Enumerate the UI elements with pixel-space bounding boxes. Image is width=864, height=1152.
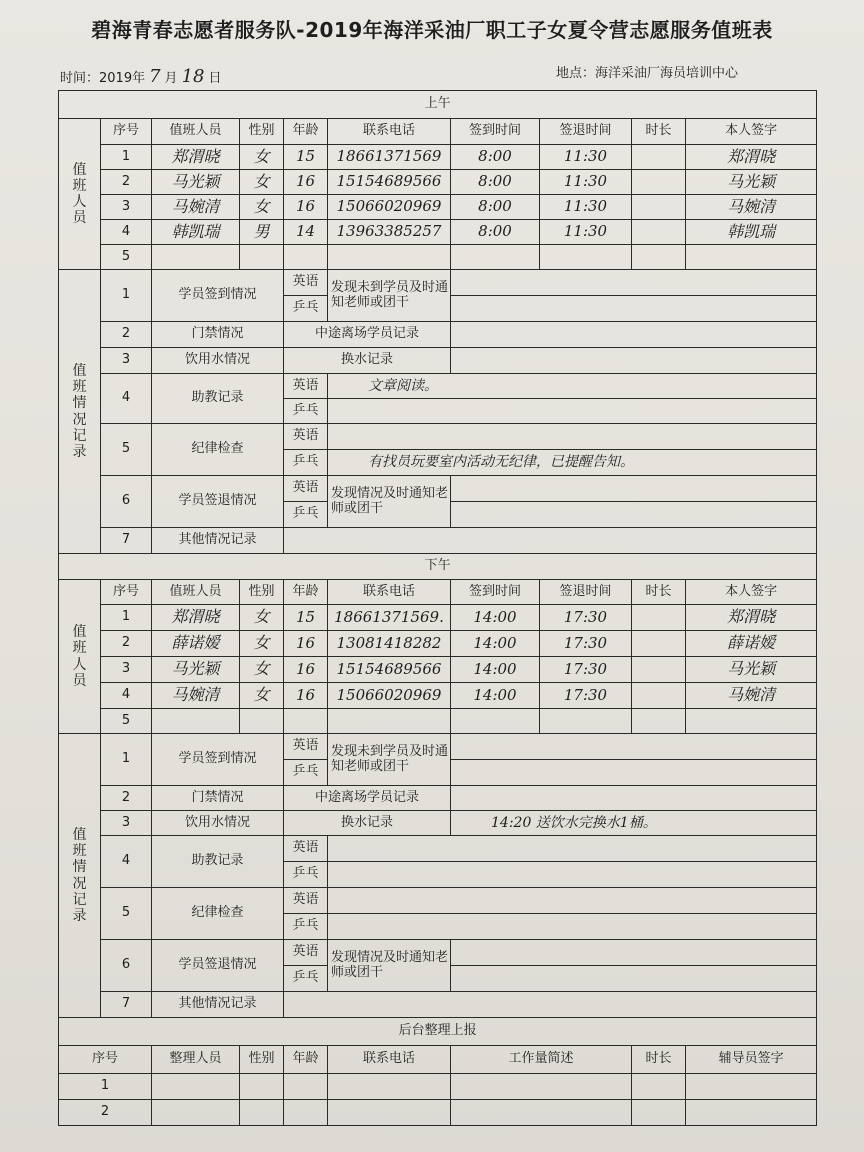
- table-row: 3 马光颖 女 16 15154689566 14:00 17:30 马光颖: [59, 657, 817, 683]
- record-row: 5 纪律检查 英语: [59, 888, 817, 914]
- hdr-duration: 时长: [632, 119, 686, 145]
- record-row: 2 门禁情况 中途离场学员记录: [59, 322, 817, 348]
- table-row: 3 马婉清 女 16 15066020969 8:00 11:30 马婉清: [59, 195, 817, 220]
- record-row: 4 助教记录 英语: [59, 836, 817, 862]
- record-signin: 学员签到情况: [152, 270, 284, 322]
- hdr-phone: 联系电话: [328, 119, 451, 145]
- hdr-signout: 签退时间: [540, 119, 632, 145]
- record-row: 值 班 情 况 记 录 1 学员签到情况 英语 发现未到学员及时通知老师或团干: [59, 734, 817, 760]
- table-row: 4 韩凯瑞 男 14 13963385257 8:00 11:30 韩凯瑞: [59, 220, 817, 245]
- morning-record-label: 值 班 情 况 记 录: [59, 270, 101, 554]
- afternoon-label: 下午: [59, 554, 817, 580]
- hdr-duty-person: 值班人员: [152, 119, 240, 145]
- day-unit: 日: [208, 71, 222, 86]
- morning-label: 上午: [59, 91, 817, 119]
- morning-header-row: [59, 91, 817, 119]
- afternoon-record-label: 值 班 情 况 记 录: [59, 734, 101, 1018]
- hdr-age: 年龄: [284, 119, 328, 145]
- backend-header-row: [59, 1018, 817, 1046]
- record-row: 5 纪律检查 英语: [59, 424, 817, 450]
- record-row: 4 助教记录 英语 文章阅读。: [59, 374, 817, 399]
- table-row: 1: [59, 1074, 817, 1100]
- afternoon-staff-label: 值 班 人 员: [59, 580, 101, 734]
- table-row: 4 马婉清 女 16 15066020969 14:00 17:30 马婉清: [59, 683, 817, 709]
- hdr-signature: 本人签字: [686, 119, 817, 145]
- record-row: 6 学员签退情况 英语 发现情况及时通知老师或团干: [59, 940, 817, 966]
- morning-discipline-note: 有找员玩要室内活动无纪律，已提醒告知。: [328, 450, 817, 476]
- hdr-gender: 性别: [240, 119, 284, 145]
- afternoon-col-header: 值 班 人 员 序号 值班人员 性别 年龄 联系电话 签到时间 签退时间 时长 本人签字: [59, 580, 817, 605]
- record-row: 3 饮用水情况 换水记录: [59, 348, 817, 374]
- record-row: 值 班 情 况 记 录 1 学员签到情况 英语 发现未到学员及时通知老师或团干: [59, 270, 817, 296]
- record-row: 7 其他情况记录: [59, 528, 817, 554]
- table-row: 2 马光颖 女 16 15154689566 8:00 11:30 马光颖: [59, 170, 817, 195]
- page-title: 碧海青春志愿者服务队-2019年海洋采油厂职工子女夏令营志愿服务值班表: [91, 18, 773, 42]
- record-row: 3 饮用水情况 换水记录 14:20 送饮水完换水1桶。: [59, 811, 817, 836]
- month-value: 7: [149, 66, 161, 87]
- duty-table: 上午 值 班 人 员 序号 值班人员 性别 年龄 联系电话 签到时间 签退时间 时长 本人签字 1 郑渭晓 女 15 18661371569 8:00 11:30 郑渭晓 2 马光颖 女 16 15154689566 8:00 11:30 马光颖 3 马婉清 女 16 15066020969 8:00 11:30 马婉清 4 韩凯瑞 男 14 13963385257 8:00 11:30 韩凯瑞 5 值 班 情 况 记 录 1 学员签到情况 英语 发现未到学员及时通知老师或团干 乒乓 2 门禁情况 中途离场学员记录 3 饮用水情况 换水记录 4 助教记录 英语 文章阅读。 乒乓 5 纪律检查 英语 乒乓 有找员玩要室内活动无纪律，已提醒告知。 6 学员签退情况 英语 发现情况及时通知老师或团干 乒乓 7 其他情况记录 下午 值 班 人 员 序号 值班人员 性别 年龄 联系电话 签到时间 签退时间 时长 本人签字 1 郑渭晓 女 15 18661371569. 14:00 17:30 郑渭晓 2 薛诺嫒 女 16 13081418282 14:00 17:30 薛诺嫒 3 马光颖 女 16 15154689566 14:00 17:30 马光颖 4 马婉清 女 16 15066020969 14:00 17:30 马婉清 5 值 班 情 况 记 录 1 学员签到情况 英语 发现未到学员及时通知老师或团干 乒乓 2 门禁情况 中途离场学员记录 3 饮用水情况 换水记录 14:20 送饮水完换水1桶。 4 助教记录 英语 乒乓 5 纪律检查 英语 乒乓 6 学员签退情况 英语 发现情况及时通知老师或团干 乒乓 7 其他情况记录 后台整理上报 序号 整理人员 性别 年龄 联系电话 工作量简述 时长 辅导员签字 1 2: [58, 90, 817, 1126]
- table-row: 5: [59, 245, 817, 270]
- table-row: 2 薛诺嫒 女 16 13081418282 14:00 17:30 薛诺嫒: [59, 631, 817, 657]
- location: 地点：海洋采油厂海员培训中心: [556, 66, 739, 81]
- backend-label: 后台整理上报: [59, 1018, 817, 1046]
- morning-staff-label: 值 班 人 员: [59, 119, 101, 270]
- time-label: 时间：2019年: [60, 71, 146, 86]
- hdr-signin: 签到时间: [451, 119, 540, 145]
- hdr-seq: 序号: [101, 119, 152, 145]
- day-value: 18: [181, 66, 205, 87]
- month-unit: 月: [164, 71, 178, 86]
- morning-col-header: [59, 119, 817, 145]
- record-row: 6 学员签退情况 英语 发现情况及时通知老师或团干: [59, 476, 817, 502]
- table-row: 2: [59, 1100, 817, 1126]
- record-row: 7 其他情况记录: [59, 992, 817, 1018]
- record-row: 2 门禁情况 中途离场学员记录: [59, 786, 817, 811]
- date-line: [60, 66, 221, 87]
- afternoon-header-row: [59, 554, 817, 580]
- backend-col-header: 序号 整理人员 性别 年龄 联系电话 工作量简述 时长 辅导员签字: [59, 1046, 817, 1074]
- table-row: 1 郑渭晓 女 15 18661371569 8:00 11:30 郑渭晓: [59, 145, 817, 170]
- morning-assist-note: 文章阅读。: [328, 374, 817, 399]
- table-row: 5: [59, 709, 817, 734]
- afternoon-water-note: 14:20 送饮水完换水1桶。: [451, 811, 817, 836]
- table-row: 1 郑渭晓 女 15 18661371569. 14:00 17:30 郑渭晓: [59, 605, 817, 631]
